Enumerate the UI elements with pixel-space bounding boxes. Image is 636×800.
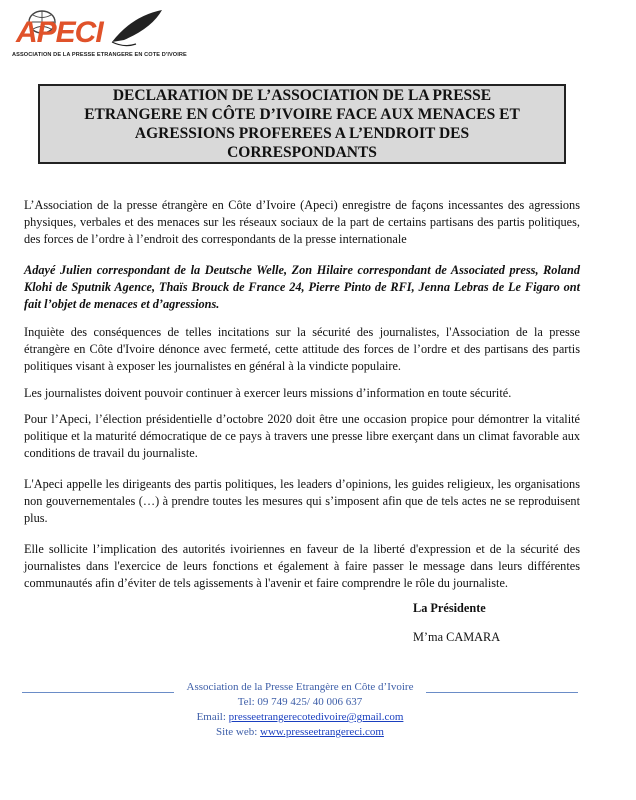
footer-contact — [175, 680, 425, 740]
logo-tagline: ASSOCIATION DE LA PRESSE ETRANGERE EN COTE D'IVOIRE — [12, 52, 187, 58]
footer-site-label: Site web: — [216, 726, 258, 738]
apeci-logo — [12, 8, 187, 66]
footer-email-link[interactable]: presseetrangerecotedivoire@gmail.com — [228, 711, 404, 723]
safety-paragraph: Les journalistes doivent pouvoir continuer à exercer leurs missions d’information en toute sécurité. — [24, 386, 512, 400]
footer-site-line — [175, 725, 425, 740]
title-box — [38, 84, 566, 164]
footer-site-link[interactable]: www.presseetrangereci.com — [260, 726, 384, 738]
logo-wordmark: APECI — [16, 16, 103, 49]
declaration-body — [24, 197, 580, 602]
page-title: DECLARATION DE L’ASSOCIATION DE LA PRESSE ETRANGERE EN CÔTE D’IVOIRE FACE AUX MENACES ET AGRESSIONS PROFEREES A L’ENDROIT DES CORRESPONDANTS — [84, 87, 520, 161]
footer-email-label: Email: — [196, 711, 226, 723]
request-paragraph: Elle sollicite l’implication des autorités ivoiriennes en faveur de la liberté d'expression et de la sécurité des journalistes dans l'exercice de leurs fonctions et également à faire passer le message dans leurs différentes communautés afin d’éviter de tels agissements à l'avenir et faire comprendre le rôle du journaliste. — [24, 542, 580, 590]
footer-org: Association de la Presse Etrangère en Côte d’Ivoire — [186, 681, 414, 693]
footer-email-line — [175, 710, 425, 725]
election-paragraph: Pour l’Apeci, l’élection présidentielle d’octobre 2020 doit être une occasion propice pour démontrer la vitalité politique et la maturité démocratique de ce pays à travers une presse libre exerçant dans un climat favorable aux conditions de travail du journaliste. — [24, 412, 580, 460]
appeal-paragraph: L'Apeci appelle les dirigeants des partis politiques, les leaders d’opinions, les guides religieux, les organisations non gouvernementales (…) à prendre toutes les mesures qui s’imposent afin que de tels actes ne se reproduisent plus. — [24, 477, 580, 525]
signature-name: M’ma CAMARA — [413, 630, 501, 644]
concern-paragraph: Inquiète des conséquences de telles incitations sur la sécurité des journalistes, l'Association de la presse étrangère en Côte d'Ivoire dénonce avec fermeté, cette attitude des forces de l’ordre et des partisans des partis politiques visant à exposer les journalistes en général à la vindicte populaire. — [24, 325, 580, 373]
footer-divider-left — [22, 692, 174, 693]
signature-title: La Présidente — [413, 601, 486, 615]
victims-paragraph: Adayé Julien correspondant de la Deutsche Welle, Zon Hilaire correspondant de Associated press, Roland Klohi de Sputnik Agence, Thaïs Brouck de France 24, Pierre Pinto de RFI, Jenna Lebras de Le Figaro ont fait l’objet de menaces et d’agressions. — [24, 263, 580, 311]
intro-paragraph: L’Association de la presse étrangère en Côte d’Ivoire (Apeci) enregistre de façons incessantes des agressions physiques, verbales et des menaces sur les réseaux sociaux de la part de certains partisans des partis politiques, des forces de l’ordre à l’endroit des correspondants de la presse internationale — [24, 198, 580, 246]
footer-divider-right — [426, 692, 578, 693]
footer-tel: Tel: 09 749 425/ 40 006 637 — [237, 696, 363, 708]
